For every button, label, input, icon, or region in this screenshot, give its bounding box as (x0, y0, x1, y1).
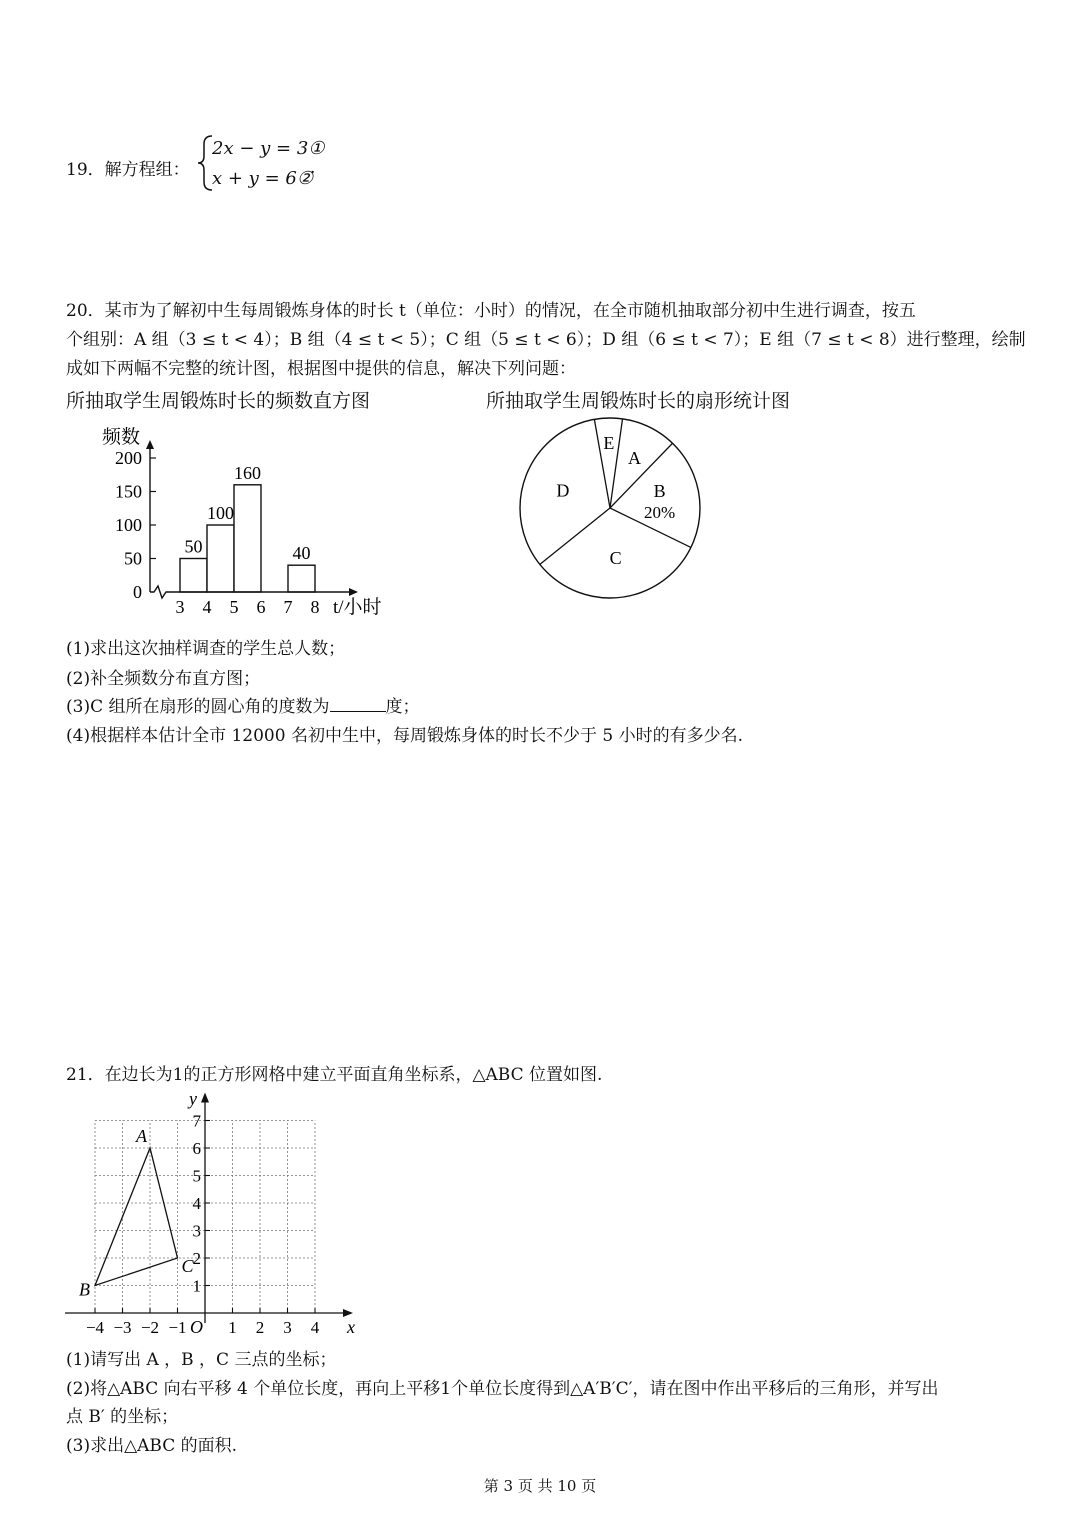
y-axis-label: y (189, 1088, 197, 1109)
q20-line-1: 20．某市为了解初中生每周锻炼身体的时长 t（单位：小时）的情况，在全市随机抽取部分初中生进行调查，按五 (66, 301, 916, 321)
histogram-bar-label: 100 (207, 503, 234, 523)
vertex-label: C (181, 1256, 194, 1276)
histogram-y-tick-label: 100 (115, 515, 142, 535)
histogram-bar (207, 525, 234, 592)
answer-blank[interactable] (330, 695, 386, 712)
x-tick-label: 2 (255, 1318, 265, 1337)
histogram-x-tick-label: 4 (202, 597, 212, 617)
pie-chart (505, 405, 715, 610)
q19-stem: 19．解方程组： (66, 160, 190, 180)
y-tick-label: 1 (192, 1276, 201, 1296)
pie-slice-percent: 20% (644, 503, 676, 523)
histogram-bar-label: 160 (234, 462, 261, 483)
q21-sub-2-line-1: (2)将△ABC 向右平移 4 个单位长度，再向上平移1个单位长度得到△A′B′C′，请在图中作出平移后的三角形，并写出 (66, 1379, 939, 1399)
pie-slice-label: D (556, 480, 570, 501)
q19-equation-2: x + y = 6② (212, 168, 313, 189)
y-tick-label: 5 (192, 1166, 201, 1186)
x-axis-label: x (347, 1317, 355, 1337)
histogram-x-tick-label: 5 (229, 597, 239, 617)
histogram-x-tick-label: 8 (310, 597, 320, 617)
triangle-abc (95, 1148, 178, 1286)
histogram-x-tick-label: 6 (256, 597, 266, 617)
y-tick-label: 3 (192, 1221, 201, 1241)
y-tick-label: 7 (192, 1111, 201, 1131)
histogram-bar (288, 565, 315, 592)
q20-line-2: 个组别：A 组（3 ≤ t < 4）；B 组（4 ≤ t < 5）；C 组（5 ≤ t < 6）；D 组（6 ≤ t < 7）；E 组（7 ≤ t < 8）进行整理，绘制 (66, 330, 1026, 350)
x-tick-label: −4 (85, 1318, 105, 1337)
q20-line-3: 成如下两幅不完整的统计图，根据图中提供的信息，解决下列问题： (66, 359, 576, 379)
q21-sub-1: (1)请写出 A ，B ，C 三点的坐标； (66, 1350, 337, 1370)
histogram-bar (234, 485, 261, 592)
q19-equation-1: 2x − y = 3① (212, 138, 325, 159)
histogram-y-tick-label: 150 (115, 481, 142, 502)
q20-sub-4: (4)根据样本估计全市 12000 名初中生中，每周锻炼身体的时长不少于 5 小时的有多少名. (66, 726, 743, 746)
histogram-bar-label: 50 (184, 536, 203, 557)
coordinate-grid (60, 1082, 360, 1340)
frequency-histogram (90, 415, 420, 625)
x-tick-label: −1 (168, 1318, 187, 1337)
q20-sub-2: (2)补全频数分布直方图； (66, 669, 261, 689)
page-footer: 第 3 页 共 10 页 (483, 1477, 597, 1495)
pie-title: 所抽取学生周锻炼时长的扇形统计图 (486, 390, 791, 412)
x-tick-label: 4 (310, 1318, 320, 1337)
pie-slice-label: C (609, 548, 622, 569)
x-axis-arrow-icon (343, 1309, 353, 1317)
histogram-y-arrow-icon (146, 440, 154, 449)
y-axis-arrow-icon (201, 1093, 209, 1103)
q19-period: . (310, 158, 316, 178)
histogram-x-arrow-icon (349, 588, 358, 596)
vertex-label: A (136, 1126, 147, 1146)
q21-stem: 21．在边长为1的正方形网格中建立平面直角坐标系，△ABC 位置如图. (66, 1065, 603, 1085)
histogram-x-tick-label: 3 (175, 597, 185, 617)
vertex-label: B (79, 1279, 90, 1300)
histogram-x-tick-label: 7 (283, 597, 293, 617)
q20-sub-1: (1)求出这次抽样调查的学生总人数； (66, 639, 346, 659)
histogram-bar-label: 40 (292, 543, 311, 564)
q20-sub-3: (3)C 组所在扇形的圆心角的度数为 度； (66, 697, 420, 717)
x-tick-label: 1 (228, 1318, 237, 1337)
pie-slice-label: E (603, 433, 615, 454)
histogram-y-tick-label: 0 (133, 582, 142, 602)
histogram-bar (180, 559, 207, 593)
q21-sub-3: (3)求出△ABC 的面积. (66, 1436, 238, 1456)
histogram-title: 所抽取学生周锻炼时长的频数直方图 (66, 390, 371, 412)
y-tick-label: 6 (192, 1139, 201, 1158)
q21-sub-2-line-2: 点 B′ 的坐标； (66, 1407, 179, 1427)
y-tick-label: 4 (192, 1194, 201, 1213)
pie-slice-label: A (627, 447, 641, 468)
histogram-y-tick-label: 50 (124, 548, 142, 569)
x-tick-label: 3 (283, 1318, 292, 1337)
origin-label: O (190, 1317, 203, 1337)
x-tick-label: −2 (140, 1318, 160, 1337)
y-tick-label: 2 (192, 1249, 201, 1268)
histogram-x-label: t/小时 (333, 597, 382, 618)
pie-slice-label: B (653, 481, 666, 502)
histogram-y-label: 频数 (102, 427, 141, 448)
histogram-y-tick-label: 200 (115, 448, 142, 468)
x-tick-label: −3 (113, 1318, 132, 1337)
